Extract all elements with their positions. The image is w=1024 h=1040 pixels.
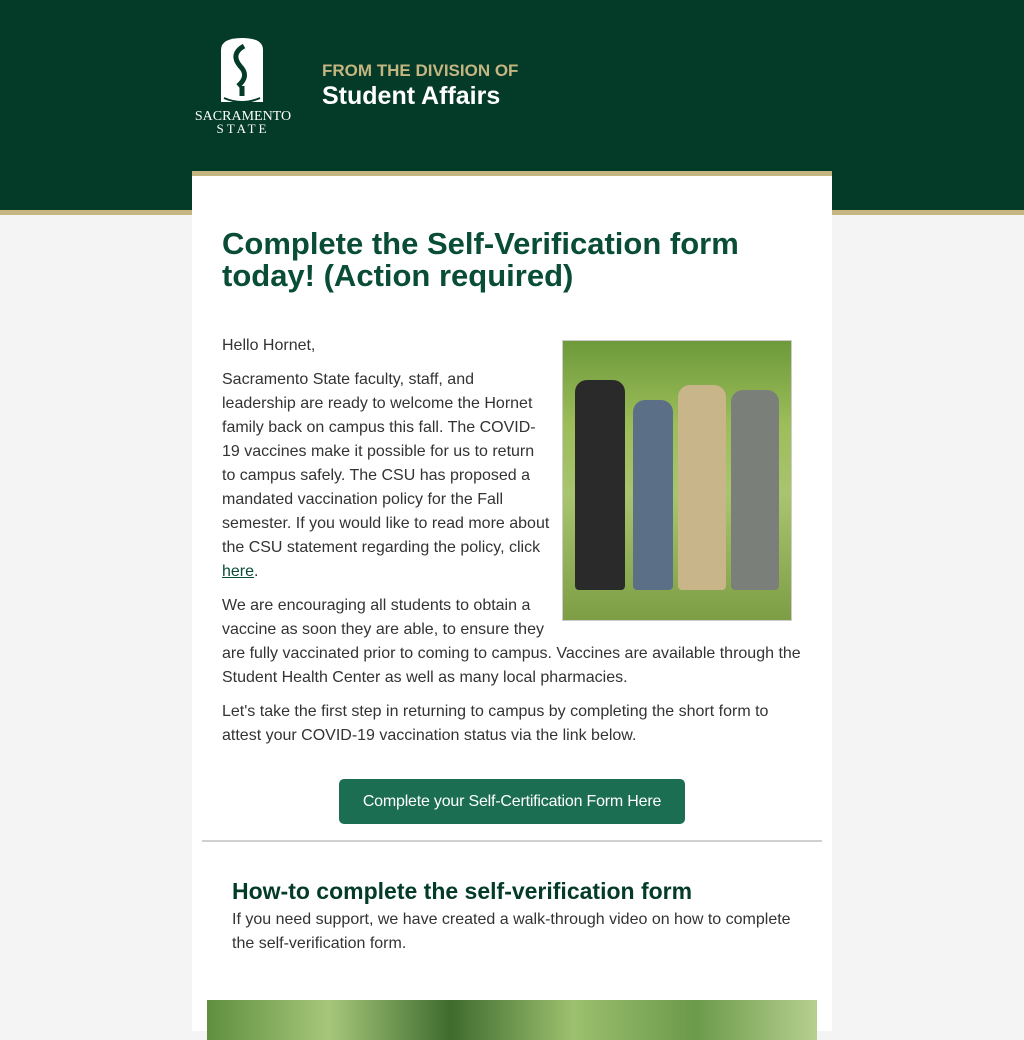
self-certification-form-button[interactable]: Complete your Self-Certification Form Here xyxy=(339,779,685,824)
paragraph-1: Sacramento State faculty, staff, and leadership are ready to welcome the Hornet family back on campus this fall. The COVID-19 vaccines make it possible for us to return to campus safely. The CSU has proposed a mandated vaccination policy for the Fall semester. If you would like to read more about the CSU statement regarding the policy, click here. xyxy=(222,371,550,580)
svg-text:STATE: STATE xyxy=(216,121,270,136)
howto-text: If you need support, we have created a walk-through video on how to complete the self-verification form. xyxy=(232,911,791,952)
section-divider xyxy=(202,840,822,842)
svg-text:SACRAMENTO: SACRAMENTO xyxy=(194,109,292,124)
csu-statement-link[interactable]: here xyxy=(222,563,255,580)
division-name: Student Affairs xyxy=(322,82,501,110)
greeting: Hello Hornet, xyxy=(222,337,316,354)
page-title: Complete the Self-Verification form today! (Action required) xyxy=(222,226,739,293)
division-kicker: FROM THE DIVISION OF xyxy=(322,61,519,80)
email-body xyxy=(222,334,802,758)
paragraph-2: We are encouraging all students to obtain a vaccine as soon they are able, to ensure they are fully vaccinated prior to coming to campus. Vaccines are available through the Student Health Center as well as many local pharmacies. xyxy=(222,597,801,686)
sacramento-state-logo xyxy=(194,36,292,136)
howto-title: How-to complete the self-verification form xyxy=(232,878,693,904)
paragraph-3: Let's take the first step in returning to campus by completing the short form to attest your COVID-19 vaccination status via the link below. xyxy=(222,703,769,744)
email-card xyxy=(192,171,832,1031)
students-photo xyxy=(562,340,792,621)
walkthrough-video-thumbnail[interactable] xyxy=(207,1000,817,1040)
